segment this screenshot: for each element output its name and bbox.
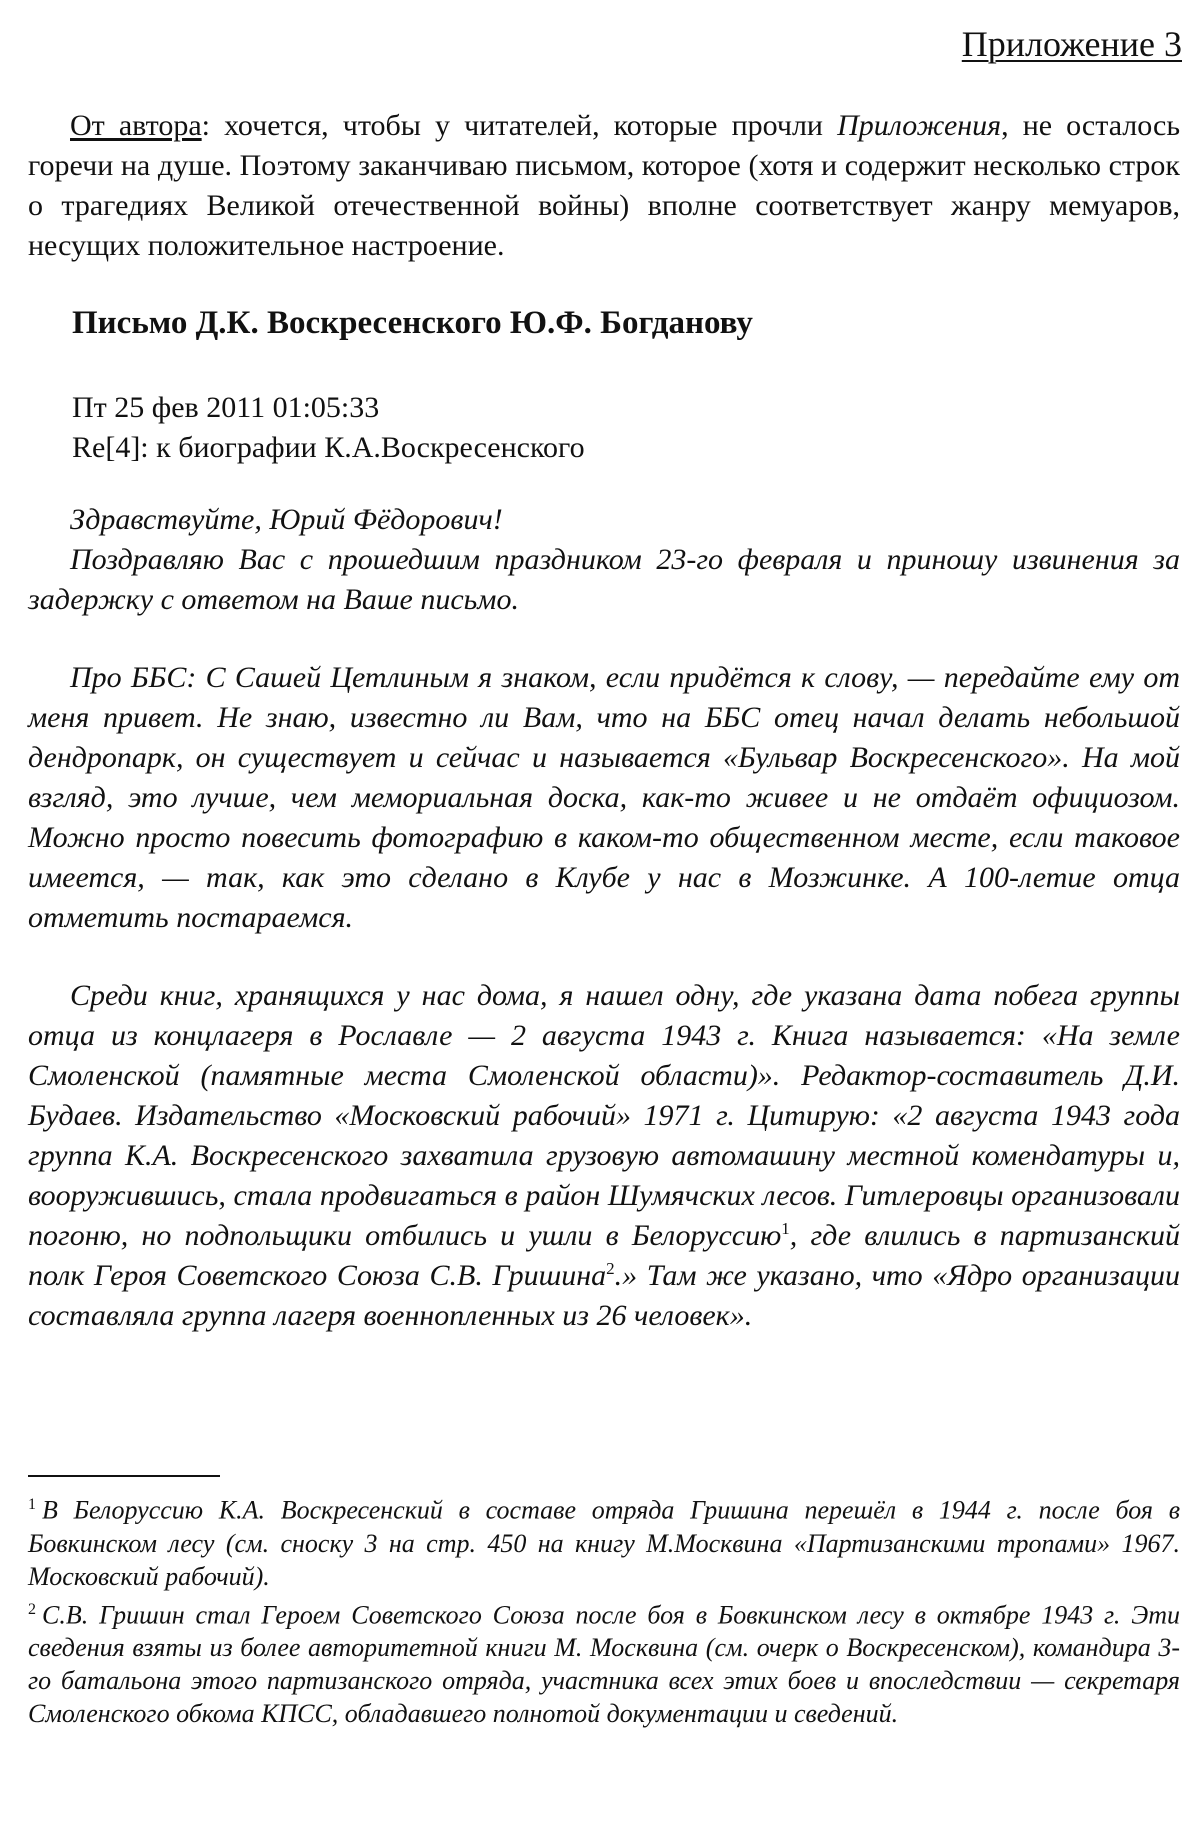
letter-meta (72, 388, 585, 468)
letter-paragraph-2: Про ББС: С Сашей Цетлиным я знаком, если придётся к слову, — передайте ему от меня привет. Не знаю, известно ли Вам, что на ББС отец начал делать небольшой дендропарк, он существует и сейчас и называется «Бульвар Воскресенского». На мой взгляд, это лучше, чем мемориальная доска, как-то живее и не отдаёт официозом. Можно просто повесить фотографию в каком-то общественном месте, если таковое имеется, — так, как это сделано в Клубе у нас в Мозжинке. А 100-летие отца отметить постараемся. (28, 661, 1180, 934)
author-note-lead: От автора (70, 109, 202, 142)
footnote-divider (28, 1475, 220, 1477)
letter-paragraph-1: Поздравляю Вас с прошедшим праздником 23-го февраля и приношу извинения за задержку с ответом на Ваше письмо. (28, 543, 1180, 616)
footnote-1-text: В Белоруссию К.А. Воскресенский в составе отряда Гришина перешёл в 1944 г. после боя в Бовкинском лесу (см. сноску 3 на стр. 450 на книгу М.Москвина «Партизанскими тропами» 1967. Московский рабочий). (28, 1495, 1180, 1591)
footnote-ref-1: 1 (781, 1219, 790, 1238)
footnote-ref-2: 2 (606, 1259, 615, 1278)
letter-subject: Re[4]: к биографии К.А.Воскресенского (72, 431, 585, 464)
author-note-paragraph (28, 106, 1180, 266)
letter-title: Письмо Д.К. Воскресенского Ю.Ф. Богданову (72, 305, 753, 341)
letter-body (28, 500, 1180, 1336)
footnote-2-number: 2 (28, 1600, 36, 1618)
letter-paragraph-3-part-2: , где влились в партизанский полк Героя Советского Союза С.В. Гришина (28, 1219, 1180, 1292)
footnote-2 (28, 1593, 1180, 1731)
letter-greeting: Здравствуйте, Юрий Фёдорович! (70, 503, 503, 536)
author-note-text-2: , не осталось горечи на душе. Поэтому заканчиваю письмом, которое (хотя и содержит несколько строк о трагедиях Великой отечественной войны) вполне соответствует жанру мемуаров, несущих положительное настроение. (28, 109, 1180, 262)
letter-date: Пт 25 фев 2011 01:05:33 (72, 391, 380, 424)
footnotes (28, 1488, 1180, 1730)
appendix-label: Приложение 3 (961, 24, 1182, 64)
letter-paragraph-3 (28, 976, 1180, 1336)
author-note-text-1: : хочется, чтобы у читателей, которые прочли (201, 109, 838, 142)
letter-paragraph-3-part-3: .» Там же указано, что «Ядро организации составляла группа лагеря военнопленных из 26 человек». (28, 1259, 1180, 1332)
footnote-1 (28, 1488, 1180, 1593)
footnote-2-text: С.В. Гришин стал Героем Советского Союза после боя в Бовкинском лесу в октябре 1943 г. Эти сведения взяты из более авторитетной книги М. Москвина (см. очерк о Воскресенском), командира 3-го батальона этого партизанского отряда, участника всех этих боев и впоследствии — секретаря Смоленского обкома КПСС, обладавшего полнотой документации и сведений. (28, 1600, 1180, 1729)
author-note-italic-word: Приложения (837, 109, 1002, 142)
letter-paragraph-3-part-1: Среди книг, хранящихся у нас дома, я нашел одну, где указана дата побега группы отца из концлагеря в Рославле — 2 августа 1943 г. Книга называется: «На земле Смоленской (памятные места Смоленской области)». Редактор-составитель Д.И. Будаев. Издательство «Московский рабочий» 1971 г. Цитирую: «2 августа 1943 года группа К.А. Воскресенского захватила грузовую автомашину местной комендатуры и, вооружившись, стала продвигаться в район Шумячских лесов. Гитлеровцы организовали погоню, но подпольщики отбились и ушли в Белоруссию (28, 979, 1180, 1252)
footnote-1-number: 1 (28, 1496, 36, 1513)
